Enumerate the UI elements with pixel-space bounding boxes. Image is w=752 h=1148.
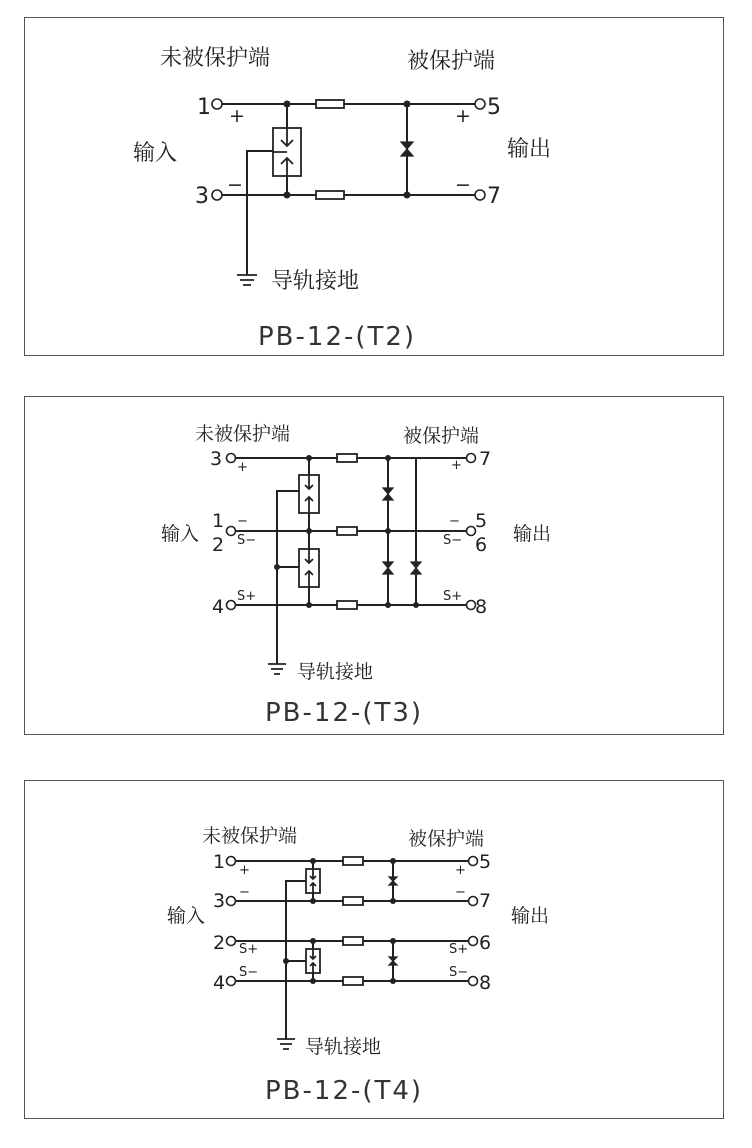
sign-minus-in: − — [227, 174, 243, 196]
resistor — [343, 937, 363, 945]
pin-3-label: 3 — [213, 890, 226, 912]
output-label: 输出 — [513, 523, 552, 545]
circuit-t3 — [25, 397, 725, 736]
junction — [390, 858, 396, 864]
sign-plus-out: + — [451, 458, 462, 473]
junction — [390, 898, 396, 904]
terminal-8 — [467, 601, 476, 610]
ground-icon — [268, 664, 286, 674]
pin-7-label: 7 — [487, 184, 501, 209]
sign-minus-out: − — [455, 885, 466, 900]
terminal-6 — [469, 937, 478, 946]
junction — [306, 455, 312, 461]
input-label: 输入 — [161, 523, 200, 545]
ground-icon — [237, 275, 257, 285]
terminal-7 — [475, 190, 485, 200]
resistor-top — [316, 100, 344, 108]
pin-8-label: 8 — [475, 596, 488, 618]
resistor — [343, 897, 363, 905]
tvs-diode-icon — [389, 957, 397, 965]
sign-minus-in: − — [237, 514, 248, 529]
sign-s-minus-in: S− — [237, 533, 257, 548]
pin-1-label: 1 — [212, 510, 225, 532]
pin-5-label: 5 — [487, 95, 501, 120]
circuit-t4 — [25, 781, 725, 1120]
ground-wire — [277, 491, 299, 664]
resistor-bottom — [316, 191, 344, 199]
junction — [404, 101, 411, 108]
sign-s-minus-in: S− — [239, 965, 259, 980]
terminal-3 — [227, 897, 236, 906]
sign-s-minus-out: S− — [449, 965, 469, 980]
sign-plus-out: + — [455, 863, 466, 878]
terminal-5 — [469, 857, 478, 866]
ground-label: 导轨接地 — [305, 1036, 382, 1058]
sign-s-plus-out: S+ — [443, 589, 463, 604]
ground-label: 导轨接地 — [271, 269, 360, 294]
sign-minus-in: − — [239, 885, 250, 900]
junction — [310, 938, 316, 944]
terminal-1 — [212, 99, 222, 109]
sign-plus-in: + — [237, 460, 248, 475]
tvs-diode-icon — [389, 877, 397, 885]
junction — [390, 938, 396, 944]
terminal-4 — [227, 977, 236, 986]
sign-s-plus-in: S+ — [239, 942, 259, 957]
pin-6-label: 6 — [475, 534, 488, 556]
pin-2-label: 2 — [212, 534, 225, 556]
input-label: 输入 — [167, 905, 206, 927]
pin-6-label: 6 — [479, 932, 492, 954]
junction — [390, 978, 396, 984]
diagram-title: PB-12-(T4) — [265, 1076, 424, 1106]
terminal-4 — [227, 601, 236, 610]
junction — [404, 192, 411, 199]
resistor — [337, 601, 357, 609]
terminal-2 — [227, 937, 236, 946]
terminal-1-2 — [227, 527, 236, 536]
ground-label: 导轨接地 — [297, 661, 374, 683]
pin-2-label: 2 — [213, 932, 226, 954]
resistor — [343, 857, 363, 865]
pin-5-label: 5 — [475, 510, 488, 532]
ground-icon — [277, 1039, 295, 1049]
terminal-1 — [227, 857, 236, 866]
terminal-5 — [475, 99, 485, 109]
junctions — [283, 858, 396, 984]
terminal-3 — [212, 190, 222, 200]
sign-s-minus-out: S− — [443, 533, 463, 548]
resistor — [337, 527, 357, 535]
terminal-8 — [469, 977, 478, 986]
junction — [385, 602, 391, 608]
terminal-3 — [227, 454, 236, 463]
protected-end-label: 被保护端 — [403, 425, 480, 447]
junction — [413, 602, 419, 608]
diagram-panel-t2 — [24, 17, 724, 356]
junction — [310, 978, 316, 984]
protected-end-label: 被保护端 — [407, 49, 496, 74]
unprotected-end-label: 未被保护端 — [160, 46, 271, 71]
junction — [385, 528, 391, 534]
diagram-title: PB-12-(T3) — [265, 698, 424, 728]
circuit-t2 — [25, 18, 725, 357]
pin-7-label: 7 — [479, 890, 492, 912]
unprotected-end-label: 未被保护端 — [202, 825, 298, 847]
sign-plus-out: + — [455, 105, 471, 127]
input-label: 输入 — [133, 141, 178, 166]
diagram-panel-t4 — [24, 780, 724, 1119]
sign-s-plus-out: S+ — [449, 942, 469, 957]
diagram-title: PB-12-(T2) — [258, 322, 417, 352]
tvs-diode-icon — [401, 142, 413, 156]
pin-7-label: 7 — [479, 448, 492, 470]
sign-minus-out: − — [449, 514, 460, 529]
sign-plus-in: + — [239, 863, 250, 878]
junction — [310, 898, 316, 904]
sign-s-plus-in: S+ — [237, 589, 257, 604]
pin-8-label: 8 — [479, 972, 492, 994]
sign-minus-out: − — [455, 174, 471, 196]
junction — [284, 101, 291, 108]
pin-4-label: 4 — [212, 596, 225, 618]
terminal-5-6 — [467, 527, 476, 536]
pin-1-label: 1 — [197, 95, 211, 120]
terminal-7 — [467, 454, 476, 463]
tvs-diode-icon — [383, 562, 393, 574]
junction — [306, 602, 312, 608]
resistor — [337, 454, 357, 462]
pin-5-label: 5 — [479, 851, 492, 873]
sign-plus-in: + — [229, 105, 245, 127]
pin-3-label: 3 — [195, 184, 209, 209]
junction — [284, 192, 291, 199]
pin-1-label: 1 — [213, 851, 226, 873]
output-label: 输出 — [511, 905, 550, 927]
terminal-7 — [469, 897, 478, 906]
pin-4-label: 4 — [213, 972, 226, 994]
pin-3-label: 3 — [210, 448, 223, 470]
unprotected-end-label: 未被保护端 — [195, 423, 291, 445]
resistor — [343, 977, 363, 985]
diagram-panel-t3 — [24, 396, 724, 735]
output-label: 输出 — [507, 137, 552, 162]
junction — [310, 858, 316, 864]
protected-end-label: 被保护端 — [408, 828, 485, 850]
tvs-diode-icon — [411, 562, 421, 574]
junction — [274, 564, 280, 570]
junction — [283, 958, 289, 964]
ground-wire — [247, 151, 276, 275]
junction — [306, 528, 312, 534]
junction — [385, 455, 391, 461]
tvs-diode-icon — [383, 488, 393, 500]
